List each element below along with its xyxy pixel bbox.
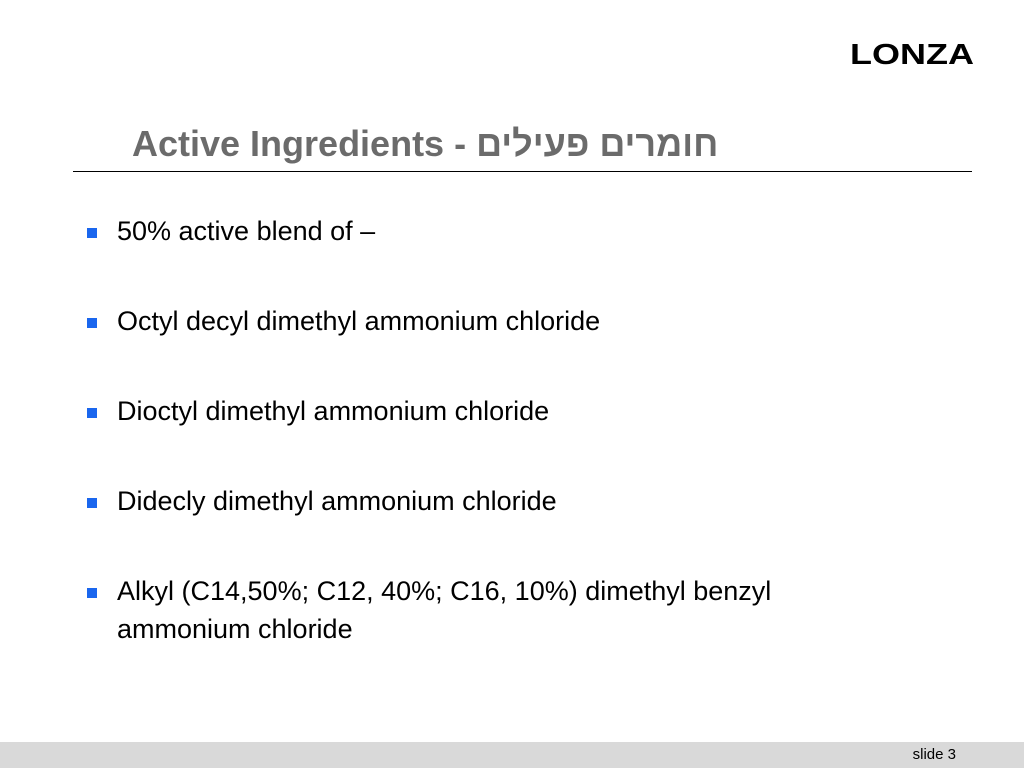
bullet-item xyxy=(85,212,905,250)
square-bullet-icon xyxy=(87,588,97,598)
lonza-logo xyxy=(850,36,974,72)
square-bullet-icon xyxy=(87,228,97,238)
square-bullet-icon xyxy=(87,408,97,418)
bullet-text: Alkyl (C14,50%; C12, 40%; C16, 10%) dimethyl benzyl ammonium chloride xyxy=(117,576,772,644)
bullet-item xyxy=(85,482,905,520)
bullet-text: Octyl decyl dimethyl ammonium chloride xyxy=(117,306,601,336)
bullet-item xyxy=(85,572,905,648)
title-english: Active Ingredients - xyxy=(132,123,477,164)
title-hebrew: חומרים פעילים xyxy=(476,123,719,164)
bullet-list xyxy=(85,212,905,700)
bullet-text: Dioctyl dimethyl ammonium chloride xyxy=(117,396,550,426)
square-bullet-icon xyxy=(87,318,97,328)
bullet-item xyxy=(85,302,905,340)
bullet-item xyxy=(85,392,905,430)
square-bullet-icon xyxy=(87,498,97,508)
bullet-text: Didecly dimethyl ammonium chloride xyxy=(117,486,557,516)
logo-text: LONZA xyxy=(850,39,974,71)
footer-bar xyxy=(0,742,1024,768)
page-title xyxy=(132,122,718,166)
bullet-text: 50% active blend of – xyxy=(117,216,376,246)
title-divider xyxy=(73,171,972,172)
slide-number: slide 3 xyxy=(912,746,956,763)
